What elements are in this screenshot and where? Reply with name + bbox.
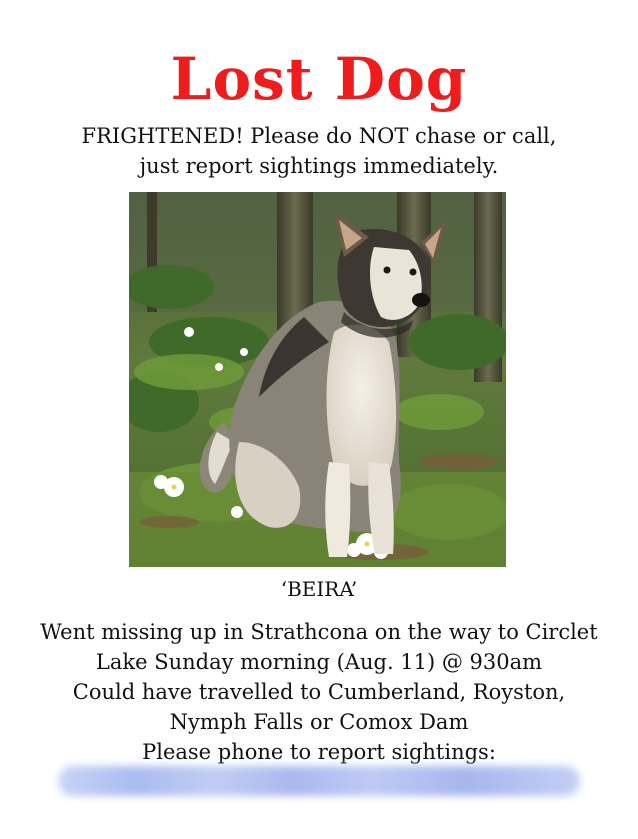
poster-title: Lost Dog [170, 45, 468, 113]
blurred-phone-numbers [58, 766, 580, 796]
warning-text [0, 121, 638, 181]
warning-line-2: just report sightings immediately. [139, 154, 499, 178]
missing-details [0, 617, 638, 767]
details-line-5: Please phone to report sightings: [142, 740, 496, 764]
details-line-1: Went missing up in Strathcona on the way to Circlet [40, 620, 598, 644]
details-line-4: Nymph Falls or Comox Dam [169, 710, 469, 734]
details-line-2: Lake Sunday morning (Aug. 11) @ 930am [95, 650, 543, 674]
warning-line-1: FRIGHTENED! Please do NOT chase or call, [81, 124, 557, 148]
details-line-3: Could have travelled to Cumberland, Royston, [72, 680, 566, 704]
dog-photo [129, 192, 506, 567]
dog-name: ‘BEIRA’ [280, 577, 358, 601]
